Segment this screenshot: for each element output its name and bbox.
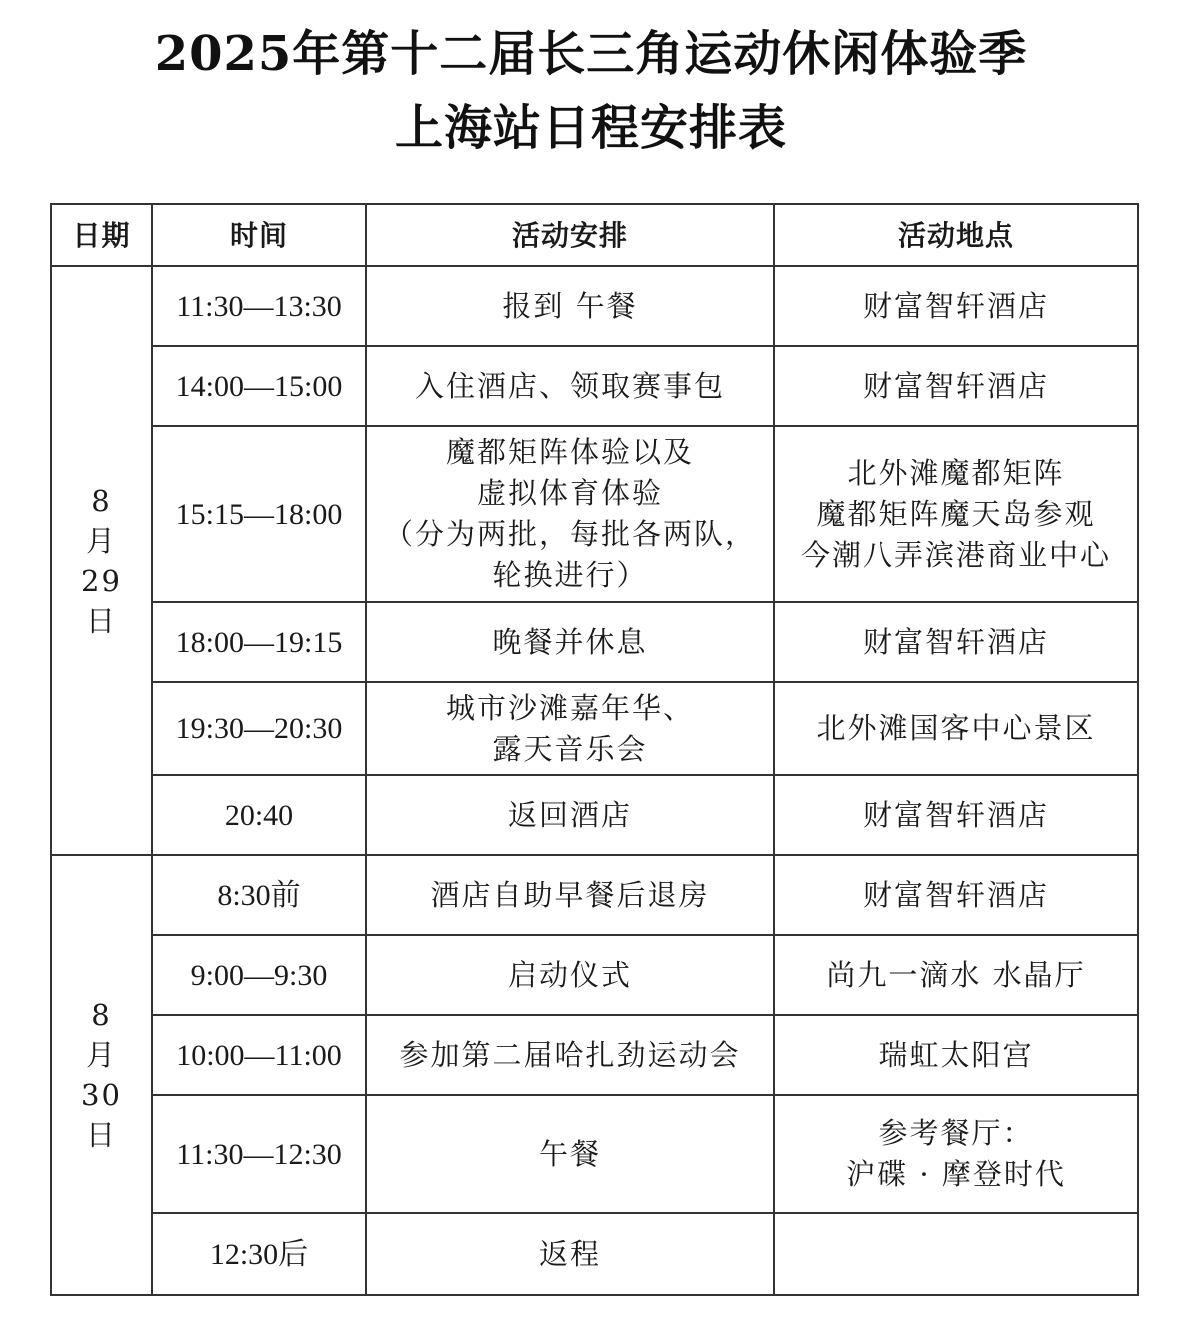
location-cell bbox=[774, 426, 1138, 602]
table-row bbox=[51, 426, 1138, 602]
date-day: 29 bbox=[81, 563, 122, 598]
time-cell: 19:30—20:30 bbox=[152, 682, 366, 775]
table-row bbox=[51, 682, 1138, 775]
activity-cell: 报到 午餐 bbox=[366, 266, 774, 346]
location-line: 今潮八弄滨港商业中心 bbox=[800, 537, 1111, 572]
activity-cell: 返程 bbox=[366, 1213, 774, 1295]
table-row bbox=[51, 1015, 1138, 1095]
activity-line: 轮换进行） bbox=[492, 558, 648, 592]
page-title: 2025年第十二届长三角运动休闲体验季 bbox=[154, 26, 1028, 82]
location-cell: 财富智轩酒店 bbox=[774, 855, 1138, 935]
location-cell: 财富智轩酒店 bbox=[774, 266, 1138, 346]
activity-cell: 返回酒店 bbox=[366, 775, 774, 855]
header-activity: 活动安排 bbox=[366, 204, 774, 266]
activity-cell bbox=[366, 682, 774, 775]
activity-line: 城市沙滩嘉年华、 bbox=[445, 690, 694, 725]
table-row bbox=[51, 1213, 1138, 1295]
time-cell: 15:15—18:00 bbox=[152, 426, 366, 602]
table-row bbox=[51, 855, 1138, 935]
location-cell: 尚九一滴水 水晶厅 bbox=[774, 935, 1138, 1015]
time-cell: 18:00—19:15 bbox=[152, 602, 366, 682]
location-cell: 北外滩国客中心景区 bbox=[774, 682, 1138, 775]
location-cell: 财富智轩酒店 bbox=[774, 346, 1138, 426]
activity-line: 露天音乐会 bbox=[492, 731, 648, 766]
table-row bbox=[51, 775, 1138, 855]
time-cell: 11:30—13:30 bbox=[152, 266, 366, 346]
date-month-char: 月 bbox=[85, 523, 117, 558]
activity-cell: 启动仪式 bbox=[366, 935, 774, 1015]
header-location: 活动地点 bbox=[774, 204, 1138, 266]
time-cell: 12:30后 bbox=[152, 1213, 366, 1295]
time-cell: 10:00—11:00 bbox=[152, 1015, 366, 1095]
header-row bbox=[51, 204, 1138, 266]
table-row bbox=[51, 346, 1138, 426]
date-day-char: 日 bbox=[85, 1118, 117, 1152]
activity-line: 魔都矩阵体验以及 bbox=[445, 435, 694, 469]
location-line: 沪碟 · 摩登时代 bbox=[846, 1157, 1066, 1191]
location-cell: 财富智轩酒店 bbox=[774, 602, 1138, 682]
activity-line: 虚拟体育体验 bbox=[476, 476, 663, 510]
activity-cell: 晚餐并休息 bbox=[366, 602, 774, 682]
activity-cell: 入住酒店、领取赛事包 bbox=[366, 346, 774, 426]
time-cell: 20:40 bbox=[152, 775, 366, 855]
activity-cell: 参加第二届哈扎劲运动会 bbox=[366, 1015, 774, 1095]
time-cell: 9:00—9:30 bbox=[152, 935, 366, 1015]
location-cell: 财富智轩酒店 bbox=[774, 775, 1138, 855]
date-day: 30 bbox=[81, 1078, 122, 1112]
date-cell-day2 bbox=[51, 855, 152, 1295]
location-line: 北外滩魔都矩阵 bbox=[847, 455, 1065, 490]
location-cell bbox=[774, 1213, 1138, 1295]
location-cell bbox=[774, 1095, 1138, 1213]
table-row bbox=[51, 1095, 1138, 1213]
location-line: 魔都矩阵魔天岛参观 bbox=[816, 496, 1096, 531]
date-month: 8 bbox=[91, 483, 112, 518]
time-cell: 14:00—15:00 bbox=[152, 346, 366, 426]
table-row bbox=[51, 935, 1138, 1015]
location-line: 参考餐厅： bbox=[878, 1116, 1034, 1150]
activity-cell bbox=[366, 426, 774, 602]
table-row bbox=[51, 266, 1138, 346]
date-month: 8 bbox=[91, 998, 112, 1032]
header-time: 时间 bbox=[152, 204, 366, 266]
activity-line: （分为两批，每批各两队， bbox=[383, 517, 756, 551]
table-row bbox=[51, 602, 1138, 682]
time-cell: 11:30—12:30 bbox=[152, 1095, 366, 1213]
page-subtitle: 上海站日程安排表 bbox=[394, 100, 787, 156]
schedule-table bbox=[50, 203, 1139, 1296]
activity-cell: 酒店自助早餐后退房 bbox=[366, 855, 774, 935]
date-day-char: 日 bbox=[85, 603, 117, 638]
time-cell: 8:30前 bbox=[152, 855, 366, 935]
date-cell-day1 bbox=[51, 266, 152, 855]
activity-cell: 午餐 bbox=[366, 1095, 774, 1213]
header-date: 日期 bbox=[51, 204, 152, 266]
location-cell: 瑞虹太阳宫 bbox=[774, 1015, 1138, 1095]
date-month-char: 月 bbox=[85, 1038, 117, 1072]
